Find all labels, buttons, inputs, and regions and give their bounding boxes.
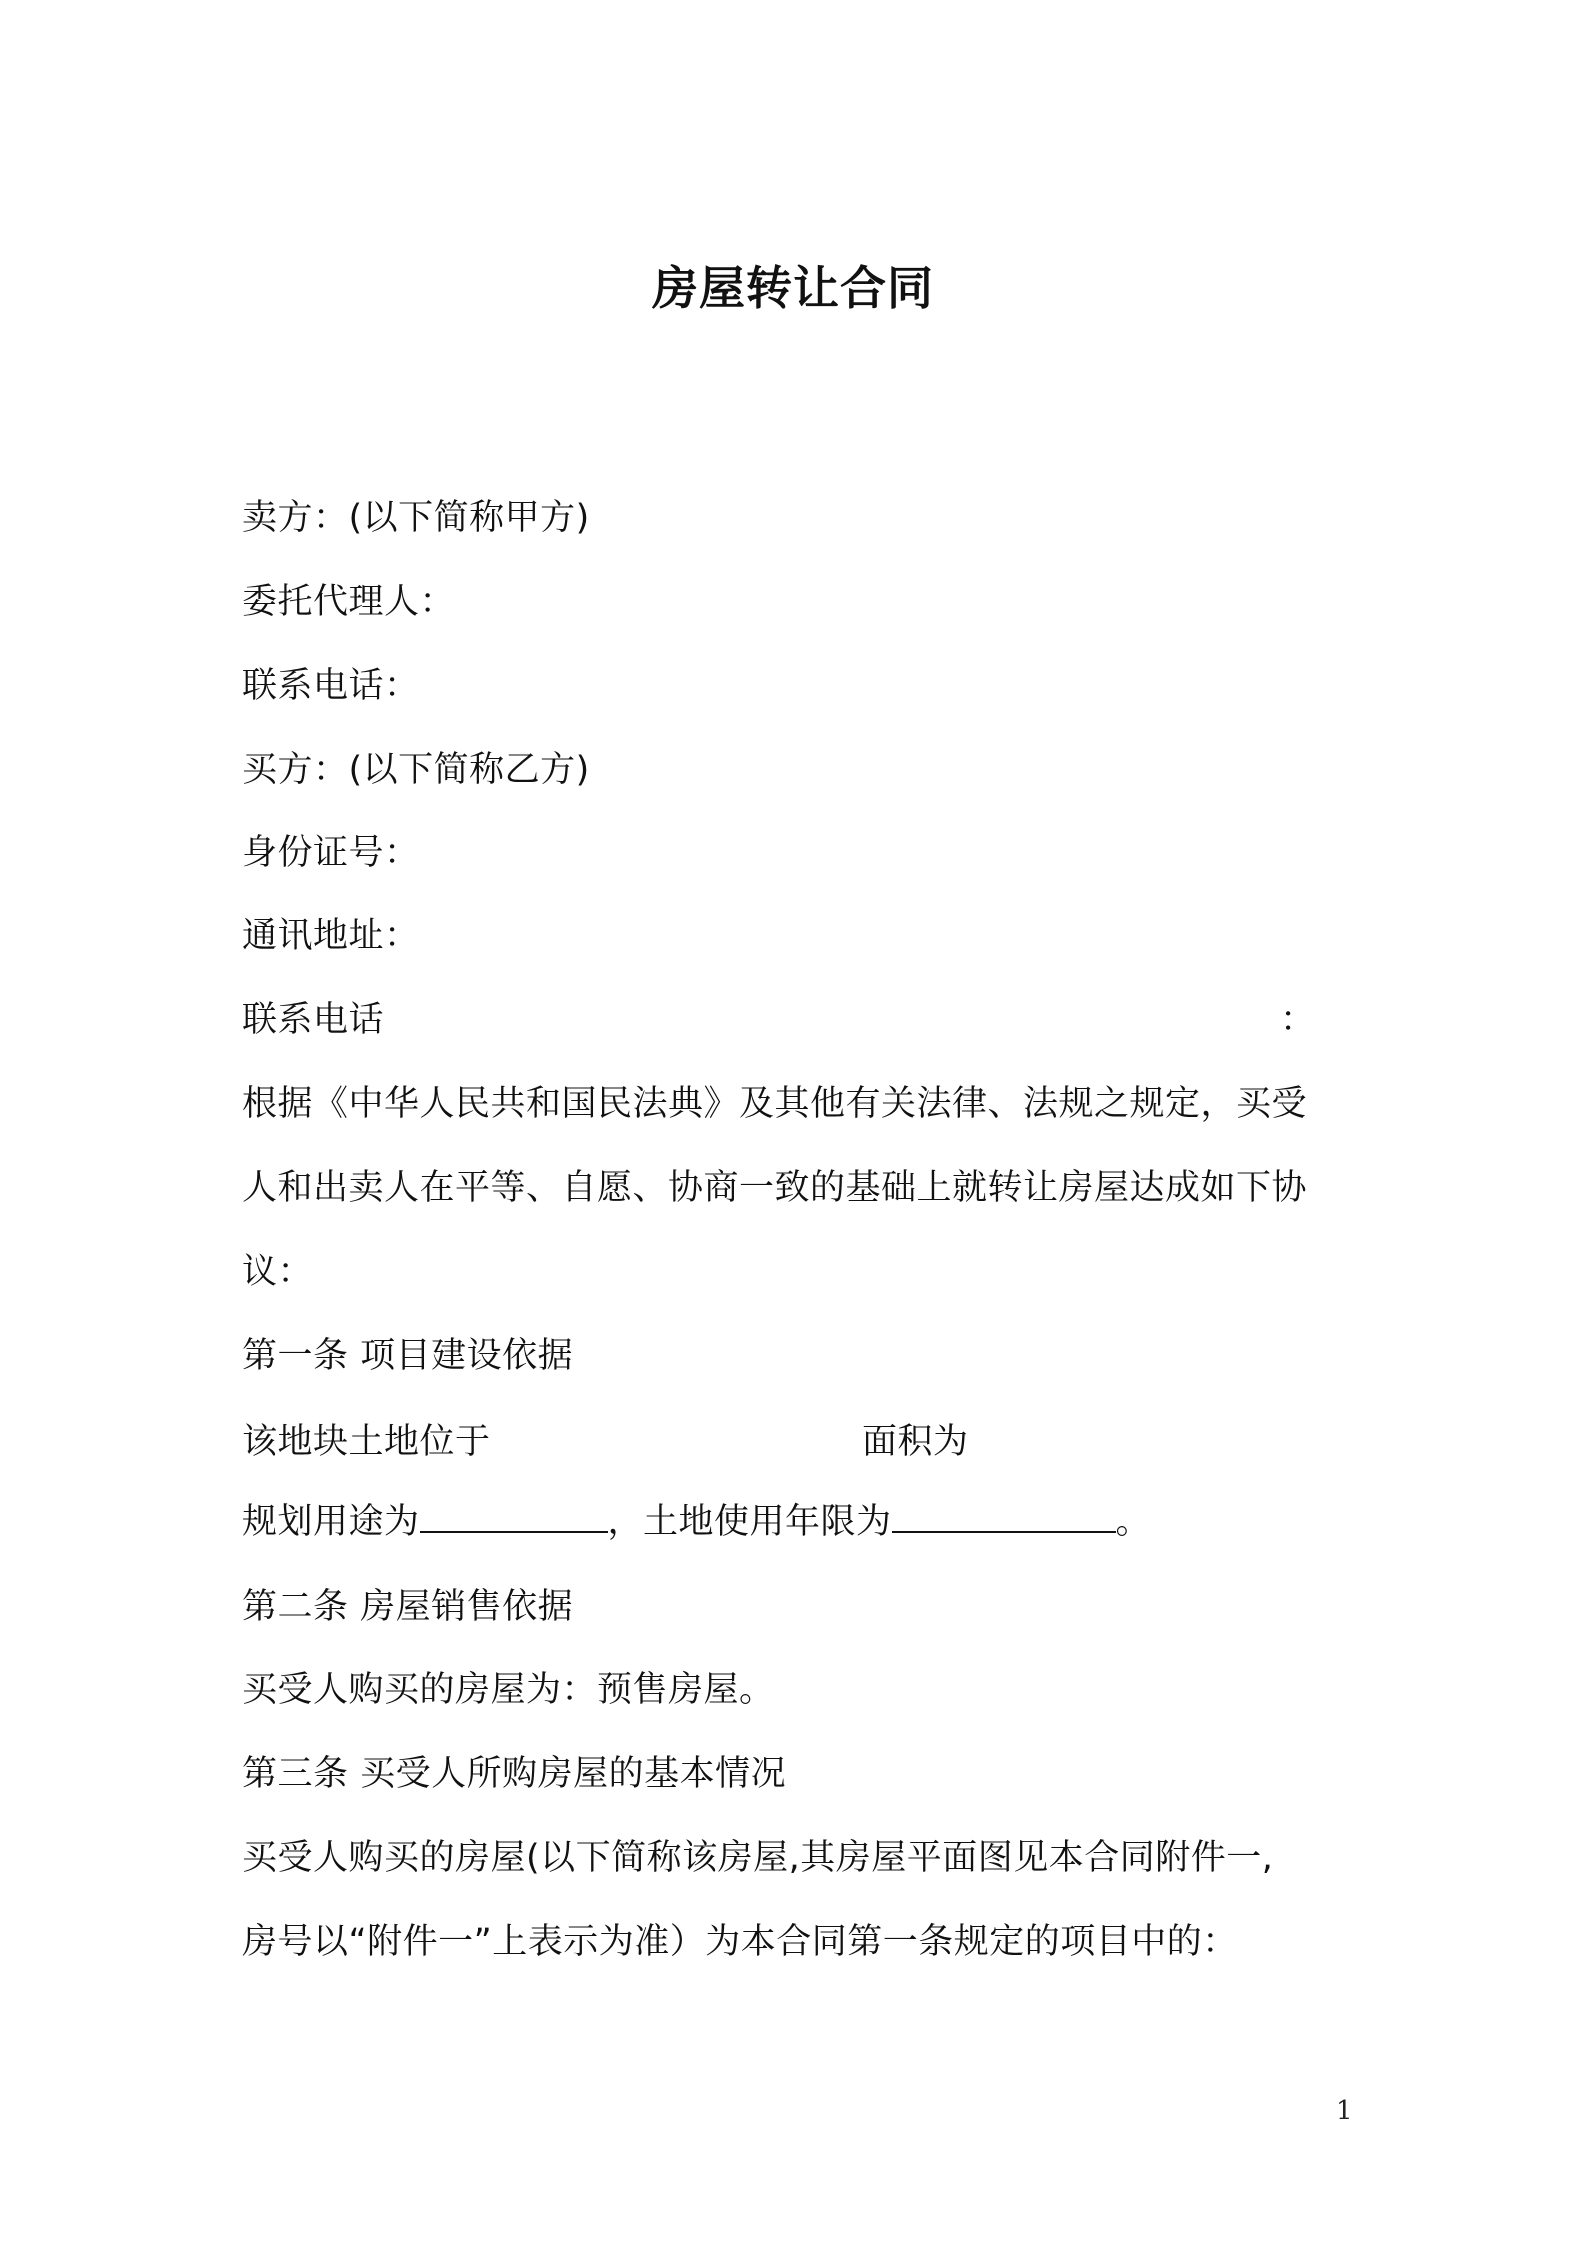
buyer-line: 买方：(以下简称乙方) [242,750,590,790]
article-3-line-2: 房号以“附件一”上表示为准）为本合同第一条规定的项目中的： [242,1922,1238,1962]
address-line: 通讯地址： [242,916,420,956]
planned-use-blank[interactable] [420,1501,608,1533]
seller-line: 卖方：(以下简称甲方) [242,498,590,538]
article-3-heading: 第三条 买受人所购房屋的基本情况 [242,1754,787,1794]
buyer-phone-colon: ： [1280,1000,1316,1040]
article-1-location-label: 该地块土地位于 [242,1422,491,1462]
land-term-blank[interactable] [892,1501,1116,1533]
page-number: 1 [1336,2096,1353,2126]
buyer-phone-label: 联系电话 [242,1000,385,1040]
article-1-use-label: 规划用途为 [242,1502,420,1542]
article-2-heading: 第二条 房屋销售依据 [242,1587,574,1627]
seller-phone-line: 联系电话： [242,666,420,706]
article-1-use-line [242,1500,1151,1544]
id-number-line: 身份证号： [242,833,420,873]
preamble-line-2: 人和出卖人在平等、自愿、协商一致的基础上就转让房屋达成如下协 [242,1168,1308,1208]
article-1-end: 。 [1115,1502,1152,1542]
article-1-term-label: ，土地使用年限为 [607,1502,892,1542]
preamble-line-1: 根据《中华人民共和国民法典》及其他有关法律、法规之规定，买受 [242,1084,1308,1124]
article-2-body: 买受人购买的房屋为：预售房屋。 [242,1670,775,1710]
document-title: 房屋转让合同 [652,261,934,315]
preamble-line-3: 议： [242,1252,314,1292]
article-1-heading: 第一条 项目建设依据 [242,1336,574,1376]
article-3-line-1: 买受人购买的房屋(以下简称该房屋,其房屋平面图见本合同附件一, [242,1838,1274,1878]
article-1-area-label: 面积为 [862,1422,969,1462]
agent-line: 委托代理人： [242,582,456,622]
